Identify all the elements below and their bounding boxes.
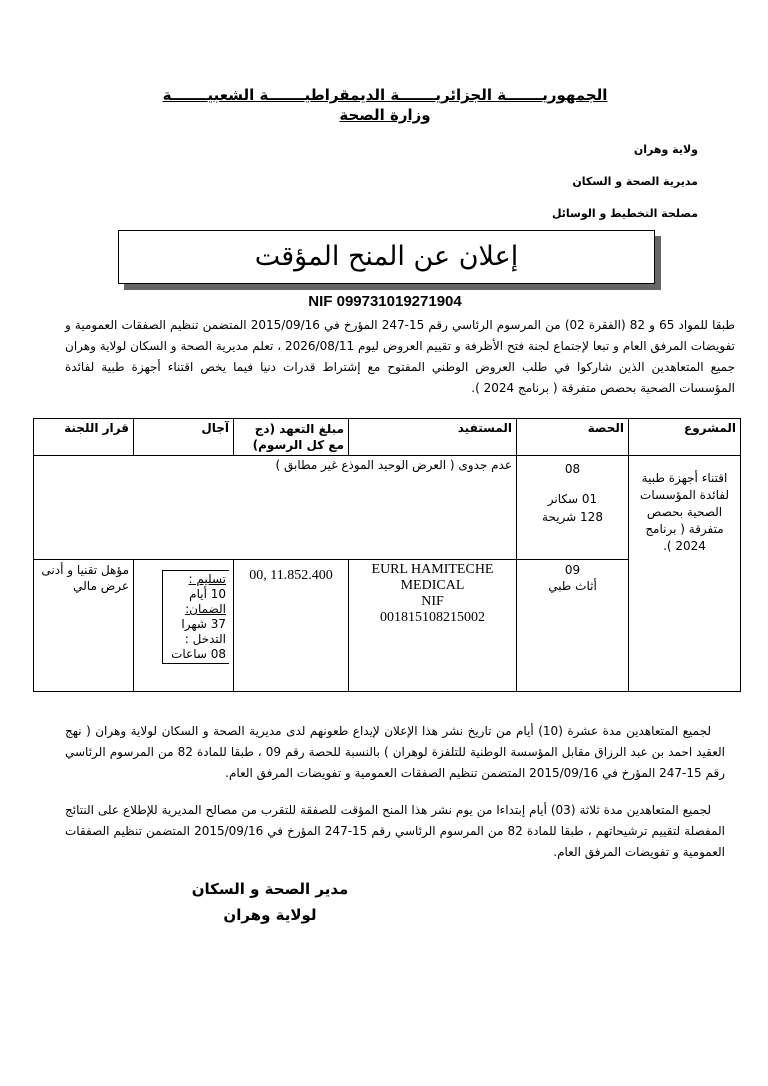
wilaya-line: ولاية وهران	[633, 143, 698, 156]
deadlines-cell	[134, 560, 234, 692]
delivery-value: 10 أيام	[189, 587, 226, 601]
lot-description: 01 سكانر 128 شريحة	[542, 492, 603, 524]
amount-cell: 11.852.400 ,00	[234, 560, 349, 692]
lot-cell	[517, 560, 629, 692]
signature-wilaya: لولاية وهران	[223, 906, 317, 924]
header-beneficiary: المستفيد	[349, 419, 517, 456]
intro-paragraph: طبقا للمواد 65 و 82 (الفقرة 02) من المرسوم الرئاسي رقم 15-247 المؤرخ في 2015/09/16 المتضمن تنظيم الصفقات العمومية و تفويضات المرفق العام و تبعا لإجتماع لجنة فتح الأظرفة و تقييم العروض ليوم 2026/08/11 ، تعلم مديرية الصحة و السكان لولاية وهران جميع المتعاهدين الذين شاركوا في طلب العروض الوطني المفتوح مع إشتراط قدرات دنيا فيما يخص اقتناء أجهزة طبية لفائدة المؤسسات الصحية بحصص متفرقة ( برنامج 2024 ).	[65, 318, 736, 395]
announcement-title: إعلان عن المنح المؤقت	[118, 230, 655, 284]
table-row	[34, 456, 741, 560]
results-paragraph: لجميع المتعاهدين مدة ثلاثة (03) أيام إبتداءا من يوم نشر هذا المنح المؤقت للصفقة للتقرب من مصالح المديرية للإطلاع على النتائج المفصلة لتقييم ترشيحاتهم ، طبقا للمادة 82 من المرسوم الرئاسي رقم 15-247 المؤرخ في 2015/09/16 المتضمن تنظيم الصفقات العمومية و تفويضات المرفق العام.	[65, 803, 725, 859]
project-cell: اقتناء أجهزة طبية لفائدة المؤسسات الصحية بحصص متفرقة ( برنامج 2024 ).	[629, 456, 741, 692]
unsuccessful-note: عدم جدوى ( العرض الوحيد الموذع غير مطابق )	[34, 456, 517, 560]
beneficiary-nif: 001815108215002	[380, 610, 485, 625]
lot-description: أثاث طبي	[548, 579, 597, 593]
delivery-label: تسليم :	[188, 572, 226, 586]
appeal-paragraph: لجميع المتعاهدين مدة عشرة (10) أيام من تاريخ نشر هذا الإعلان لإيداع طعونهم لدى مديرية الصحة و السكان لولاية وهران ( نهج العقيد احمد بن عبد الرزاق مقابل المؤسسة الوطنية للتلفزة لوهران ) بالنسبة للحصة رقم 09 ، طبقا للمادة 82 من المرسوم الرئاسي رقم 15-247 المؤرخ في 2015/09/16 المتضمن تنظيم الصفقات العمومية و تفويضات المرفق العام.	[65, 724, 726, 780]
lot-number: 08	[564, 462, 581, 476]
warranty-label: الضمان:	[185, 602, 226, 616]
intervention-label: التدخل :	[184, 632, 226, 646]
header-deadlines: آجال	[134, 419, 234, 456]
signature-title: مدير الصحة و السكان	[191, 880, 349, 898]
header-decision: قرار اللجنة	[34, 419, 134, 456]
beneficiary-nif-label: NIF	[421, 594, 444, 609]
warranty-value: 37 شهرا	[181, 617, 226, 631]
directorate-line: مديرية الصحة و السكان	[572, 175, 698, 188]
decision-cell: مؤهل تقنيا و أدنى عرض مالي	[34, 560, 134, 692]
ministry-header: وزارة الصحة	[339, 106, 431, 124]
republic-header: الجمهوريـــــــة الجزائريـــــــة الديمقراطيـــــــة الشعبيـــــــة	[162, 86, 608, 104]
beneficiary-name: EURL HAMITECHE MEDICAL	[371, 562, 494, 593]
deadlines-box	[162, 570, 229, 664]
lot-cell	[517, 456, 629, 560]
header-amount: مبلغ التعهد (دج مع كل الرسوم)	[234, 419, 349, 456]
header-project: المشروع	[629, 419, 741, 456]
nif-number: NIF 099731019271904	[308, 293, 462, 310]
signature-block	[170, 876, 370, 928]
lot-number: 09	[564, 563, 581, 577]
header-lot: الحصة	[517, 419, 629, 456]
table-header-row	[34, 419, 741, 456]
intervention-value: 08 ساعات	[171, 647, 226, 661]
results-table	[33, 418, 741, 692]
beneficiary-cell	[349, 560, 517, 692]
service-line: مصلحة التخطيط و الوسائل	[551, 207, 698, 220]
